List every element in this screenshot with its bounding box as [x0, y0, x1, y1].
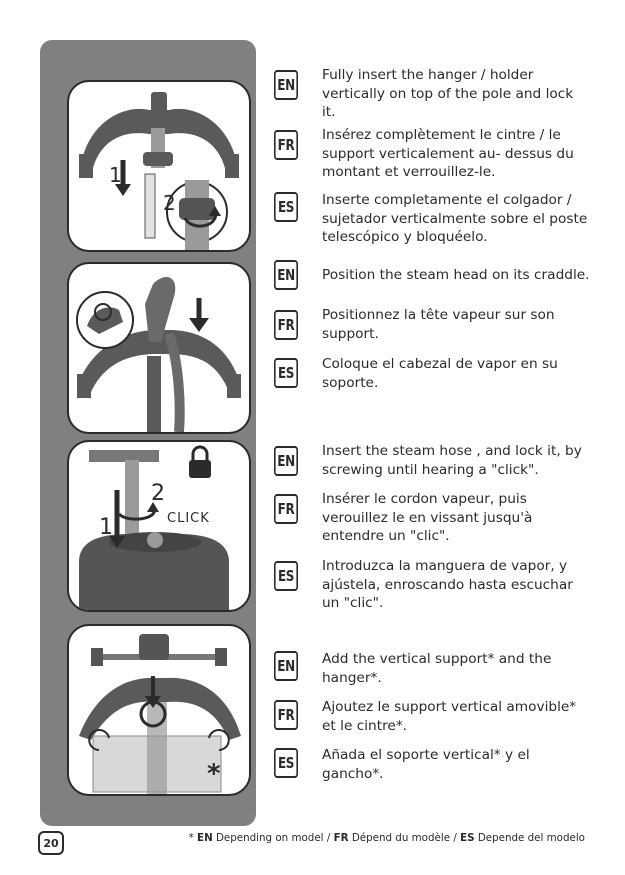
step3-text-en: Insert the steam hose , and lock it, by screwing until hearing a "click".	[322, 443, 582, 478]
lang-code-es: ES	[274, 561, 298, 591]
step3-label-2: 2	[151, 481, 165, 506]
lang-code-en: EN	[274, 446, 298, 476]
lang-code-fr: FR	[274, 310, 298, 340]
lang-code-en: EN	[274, 70, 298, 100]
step3-label-1: 1	[99, 515, 113, 540]
hanger-insert-figure	[69, 82, 249, 250]
step3-text-fr: Insérer le cordon vapeur, puis verouillez le en vissant jusqu'à entendre un "clic".	[322, 491, 533, 544]
step1-label-2: 2	[163, 191, 176, 215]
lang-code-fr: FR	[274, 494, 298, 524]
step1-illustration	[67, 80, 251, 252]
lang-code-es: ES	[274, 192, 298, 222]
step4-text-en: Add the vertical support* and the hanger*.	[322, 651, 552, 686]
hose-lock-figure	[69, 442, 249, 610]
lang-code-en: EN	[274, 651, 298, 681]
footnote-separator: /	[453, 832, 457, 844]
step3-illustration	[67, 440, 251, 612]
step2-illustration	[67, 262, 251, 434]
footnote-separator: /	[326, 832, 331, 844]
model-footnote	[189, 832, 585, 844]
footnote-es-text: Depende del modelo	[477, 832, 585, 844]
footnote-fr-text: Dépend du modèle	[351, 832, 451, 844]
step2-text-es: Coloque el cabezal de vapor en su soporte.	[322, 356, 558, 391]
step3-text-es: Introduzca la manguera de vapor, y ajústela, enroscando hasta escuchar un "clic".	[322, 558, 573, 611]
step4-text-fr: Ajoutez le support vertical amovible* et le cintre*.	[322, 699, 577, 734]
lang-code-es: ES	[274, 748, 298, 778]
click-label: CLICK	[167, 511, 210, 526]
model-asterisk: *	[207, 759, 221, 789]
step4-illustration	[67, 624, 251, 796]
step1-text-fr: Insérez complètement le cintre / le support verticalement au- dessus du montant et verrouillez-le.	[322, 127, 574, 180]
step1-text-es: Inserte completamente el colgador / sujetador verticalmente sobre el poste telescópico y bloquéelo.	[322, 192, 588, 245]
footnote-en-text: Depending on model	[215, 832, 324, 844]
step1-label-1: 1	[109, 163, 122, 187]
footnote-fr-code: FR	[333, 832, 349, 844]
footnote-en-code: EN	[197, 832, 213, 844]
lang-code-es: ES	[274, 358, 298, 388]
support-hanger-figure	[69, 626, 249, 794]
step4-text-es: Añada el soporte vertical* y el gancho*.	[322, 747, 530, 782]
footnote-es-code: ES	[460, 832, 475, 844]
step1-text-en: Fully insert the hanger / holder vertically on top of the pole and lock it.	[322, 67, 574, 120]
lang-code-fr: FR	[274, 700, 298, 730]
step2-text-fr: Positionnez la tête vapeur sur son support.	[322, 307, 555, 342]
lang-code-en: EN	[274, 260, 298, 290]
footnote-star: *	[188, 832, 194, 844]
lang-code-fr: FR	[274, 130, 298, 160]
step2-text-en: Position the steam head on its craddle.	[322, 267, 590, 283]
page-number: 20	[38, 831, 64, 855]
steam-head-figure	[69, 264, 249, 432]
